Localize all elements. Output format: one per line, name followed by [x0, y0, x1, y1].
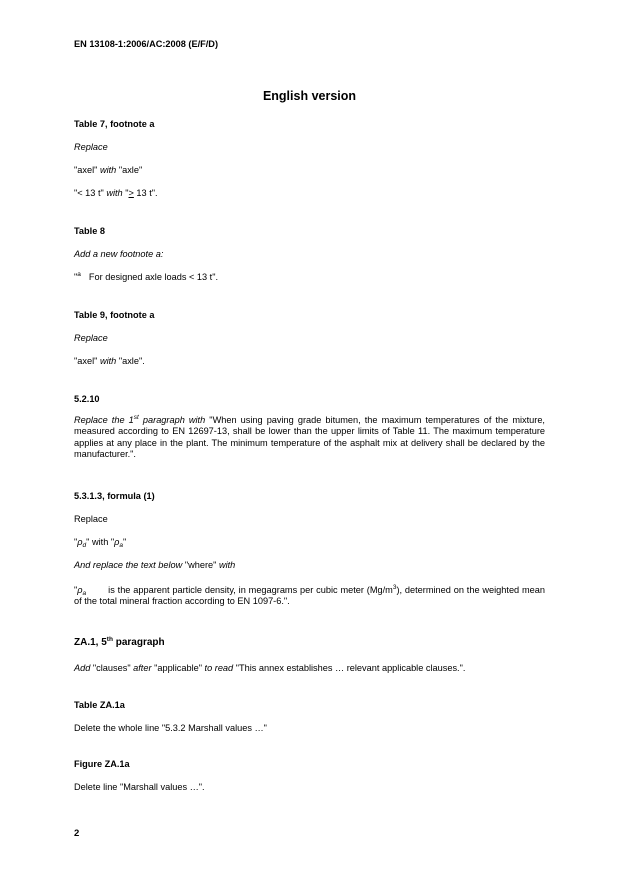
table8-footnote-mark: a	[77, 271, 81, 278]
table7-line2-with: with	[106, 188, 123, 198]
table9-line1-new: "axle".	[116, 356, 145, 366]
section-5-3-1-3-heading: 5.3.1.3, formula (1)	[74, 491, 155, 501]
tableza1a-heading: Table ZA.1a	[74, 700, 125, 710]
table7-line2-ge-symbol: >	[128, 188, 134, 198]
table9-replacement	[74, 356, 145, 367]
za1-add: Add	[74, 663, 91, 673]
definition-open-quote: "	[74, 585, 78, 595]
za1-to-read: to read	[204, 663, 234, 673]
za1-heading-sup: th	[106, 636, 113, 643]
table8-heading: Table 8	[74, 226, 105, 236]
section-5-3-1-3-replacement	[74, 537, 126, 548]
table9-instruction: Replace	[74, 333, 108, 343]
section-5-3-1-3-and-replace	[74, 560, 235, 571]
table8-footnote-text: For designed axle loads < 13 t".	[88, 272, 219, 282]
za1-clauses: "clauses"	[90, 663, 134, 673]
section-5-2-10-heading: 5.2.10	[74, 394, 100, 404]
table9-heading: Table 9, footnote a	[74, 310, 155, 320]
table7-line1-new: "axle"	[116, 165, 143, 175]
table7-line1-with: with	[99, 165, 117, 175]
language-title: English version	[262, 89, 357, 103]
tableza1a-text: Delete the whole line "5.3.2 Marshall values …"	[74, 723, 267, 733]
document-id: EN 13108-1:2006/AC:2008 (E/F/D)	[74, 39, 219, 49]
za1-instruction	[74, 663, 465, 674]
section-5-3-1-3-definition	[74, 585, 545, 608]
section-5-2-10-intro-a: Replace the 1	[74, 415, 134, 425]
section-5-2-10-text: "When using paving grade bitumen, the maximum temperatures of the mixture, measured according to EN 12697-13, shall be lower than the upper limits of Table 11. The maximum temperature applies at any place in the plant. The minimum temperature of the asphalt mix at delivery shall be declared by the manufacturer.".	[74, 415, 545, 459]
section-5-3-1-3-instruction: Replace	[74, 514, 108, 524]
za1-rest: "This annex establishes … relevant applicable clauses.".	[233, 663, 466, 673]
table7-instruction: Replace	[74, 142, 108, 152]
za1-heading	[74, 637, 165, 648]
figureza1a-text: Delete line "Marshall values …".	[74, 782, 205, 792]
table7-replacement-2	[74, 188, 158, 199]
where-text: "where"	[182, 560, 219, 570]
and-replace-with: with	[218, 560, 236, 570]
rho-a-open-quote: "	[110, 537, 115, 547]
definition-rho-symbol: ρ	[77, 585, 83, 595]
section-5-2-10-intro-b: paragraph with	[138, 415, 206, 425]
definition-rho-subscript: a	[82, 590, 87, 597]
definition-text: is the apparent particle density, in megagrams per cubic meter (Mg/m	[108, 585, 393, 595]
rho-d-subscript: d	[82, 542, 87, 549]
section-5-2-10-paragraph	[74, 415, 545, 460]
table9-line1-with: with	[99, 356, 117, 366]
rho-a-symbol: ρ	[114, 537, 120, 547]
table8-footnote-open-quote: "	[74, 272, 78, 282]
rho-d-symbol: ρ	[77, 537, 83, 547]
za1-heading-a: ZA.1, 5	[74, 637, 107, 648]
za1-applicable: "applicable"	[151, 663, 205, 673]
with-word: with	[89, 537, 111, 547]
table7-line1-old: "axel"	[74, 165, 100, 175]
definition-text-2: ), determined on the weighted mean of the total mineral fraction according to EN 1097-6.".	[74, 585, 546, 607]
page-number: 2	[74, 828, 80, 839]
table7-line2-open: "	[122, 188, 129, 198]
table7-line2-new: 13 t".	[133, 188, 158, 198]
definition-superscript: 3	[392, 584, 397, 591]
figureza1a-heading: Figure ZA.1a	[74, 759, 130, 769]
rho-a-subscript: a	[119, 542, 124, 549]
za1-heading-b: paragraph	[112, 637, 165, 648]
table9-line1-old: "axel"	[74, 356, 100, 366]
rho-d-open-quote: "	[74, 537, 78, 547]
rho-a-close-quote: "	[123, 537, 127, 547]
za1-after: after	[133, 663, 152, 673]
section-5-2-10-intro-sup: st	[133, 414, 139, 421]
table7-line2-old: "< 13 t"	[74, 188, 107, 198]
rho-d-close-quote: "	[86, 537, 90, 547]
and-replace-text: And replace the text below	[74, 560, 183, 570]
table7-replacement-1	[74, 165, 142, 176]
table8-instruction: Add a new footnote a:	[74, 249, 164, 259]
table7-heading: Table 7, footnote a	[74, 119, 155, 129]
table8-footnote	[74, 272, 218, 283]
